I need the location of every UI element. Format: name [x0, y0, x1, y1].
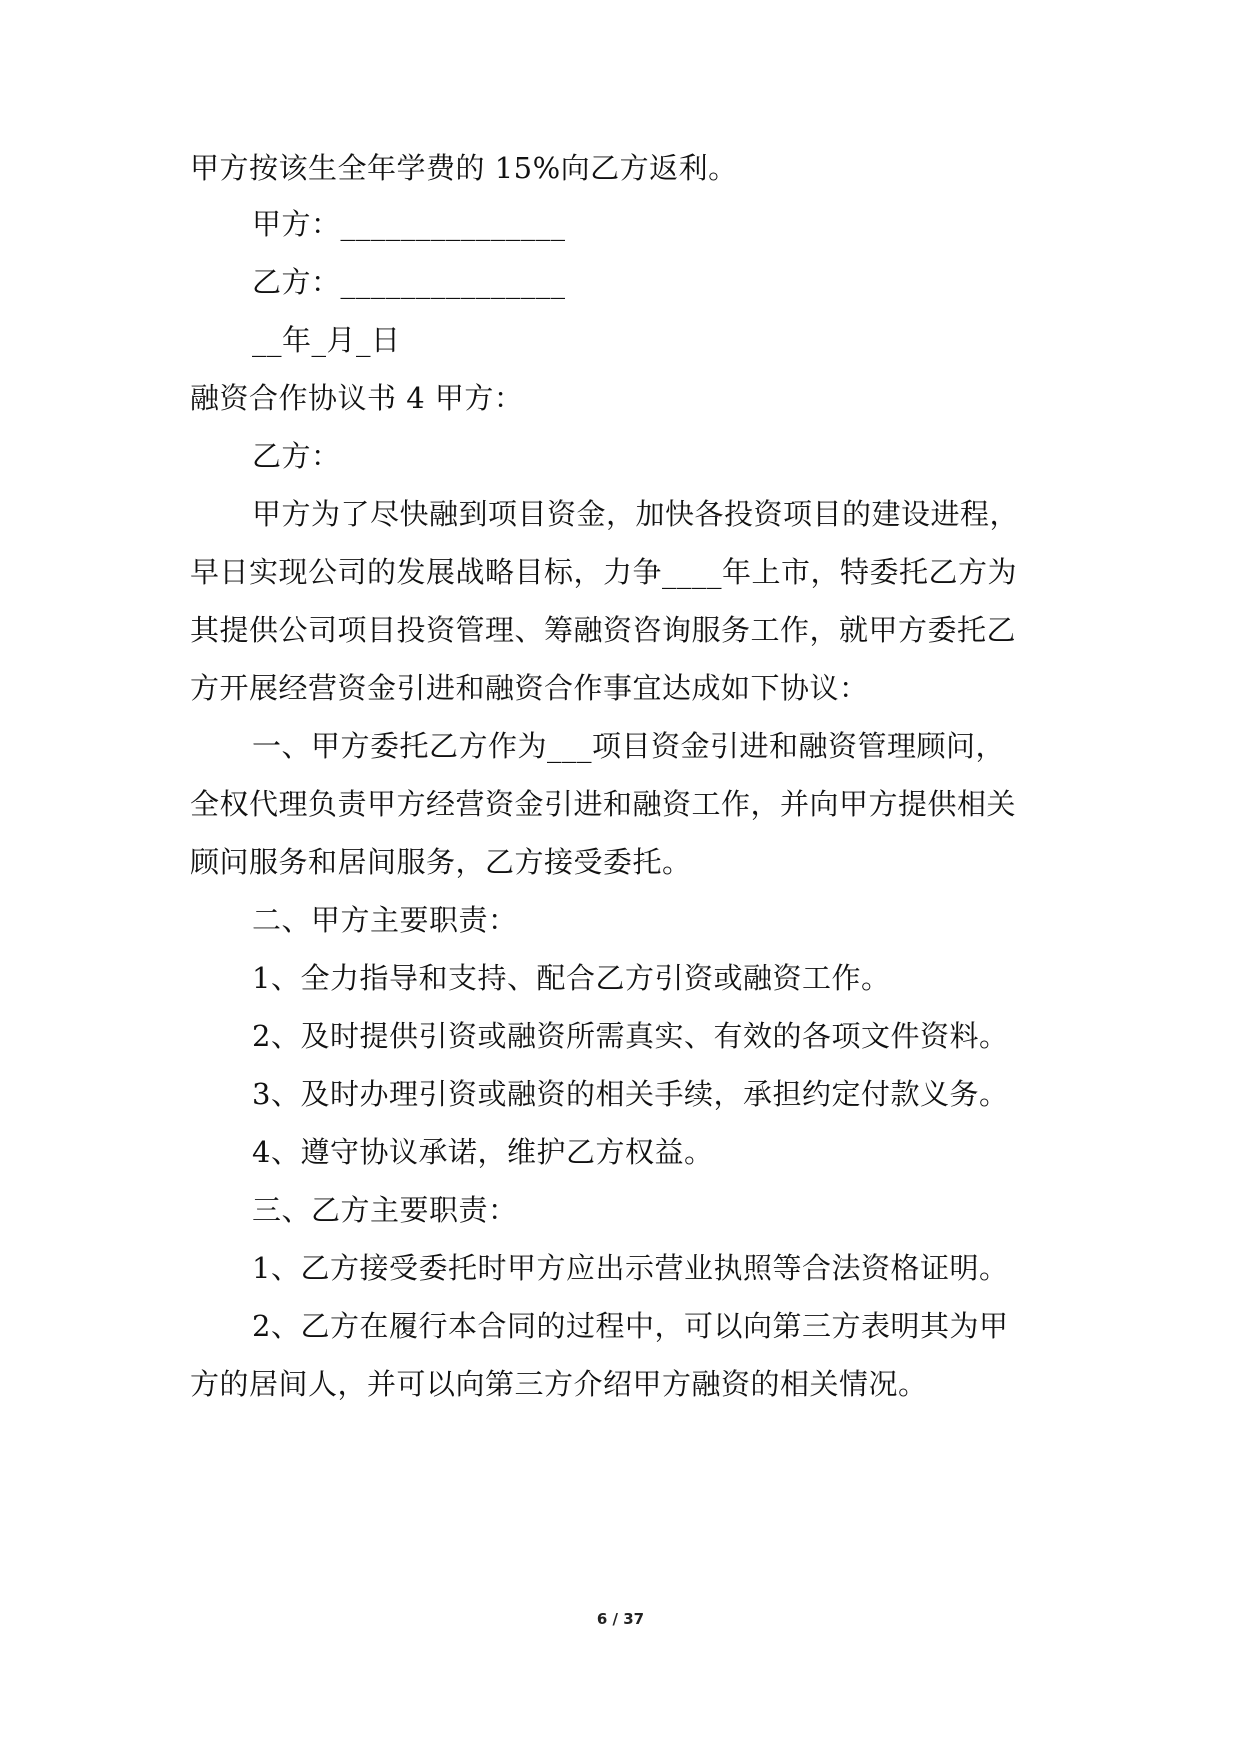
- paragraph-line: 早日实现公司的发展战略目标，力争____年上市，特委托乙方为: [190, 555, 1018, 589]
- paragraph-line: 全权代理负责甲方经营资金引进和融资工作，并向甲方提供相关: [190, 787, 1017, 821]
- clause-item: 3、及时办理引资或融资的相关手续，承担约定付款义务。: [252, 1077, 1009, 1111]
- clause-item: 方的居间人，并可以向第三方介绍甲方融资的相关情况。: [190, 1367, 928, 1401]
- signature-line-party-b: 乙方：_______________: [252, 265, 566, 299]
- signature-line-party-a: 甲方：_______________: [252, 207, 566, 241]
- paragraph-line: 顾问服务和居间服务，乙方接受委托。: [190, 845, 692, 879]
- paragraph-line: 甲方为了尽快融到项目资金，加快各投资项目的建设进程，: [252, 497, 1020, 531]
- text-line: 甲方按该生全年学费的 15%向乙方返利。: [190, 151, 738, 185]
- clause-item: 4、遵守协议承诺，维护乙方权益。: [252, 1135, 714, 1169]
- paragraph-line: 其提供公司项目投资管理、筹融资咨询服务工作，就甲方委托乙: [190, 613, 1017, 647]
- paragraph-line: 一、甲方委托乙方作为___项目资金引进和融资管理顾问，: [252, 729, 1006, 763]
- page-number: 6 / 37: [596, 1610, 645, 1628]
- date-line: __年_月_日: [252, 323, 401, 357]
- text-line: 乙方：: [252, 439, 341, 473]
- clause-heading: 二、甲方主要职责：: [252, 903, 518, 937]
- clause-heading: 三、乙方主要职责：: [252, 1193, 518, 1227]
- clause-item: 2、乙方在履行本合同的过程中，可以向第三方表明其为甲: [252, 1309, 1009, 1343]
- clause-item: 1、全力指导和支持、配合乙方引资或融资工作。: [252, 961, 891, 995]
- section-heading: 融资合作协议书 4 甲方：: [190, 381, 524, 415]
- clause-item: 1、乙方接受委托时甲方应出示营业执照等合法资格证明。: [252, 1251, 1009, 1285]
- paragraph-line: 方开展经营资金引进和融资合作事宜达成如下协议：: [190, 671, 869, 705]
- clause-item: 2、及时提供引资或融资所需真实、有效的各项文件资料。: [252, 1019, 1009, 1053]
